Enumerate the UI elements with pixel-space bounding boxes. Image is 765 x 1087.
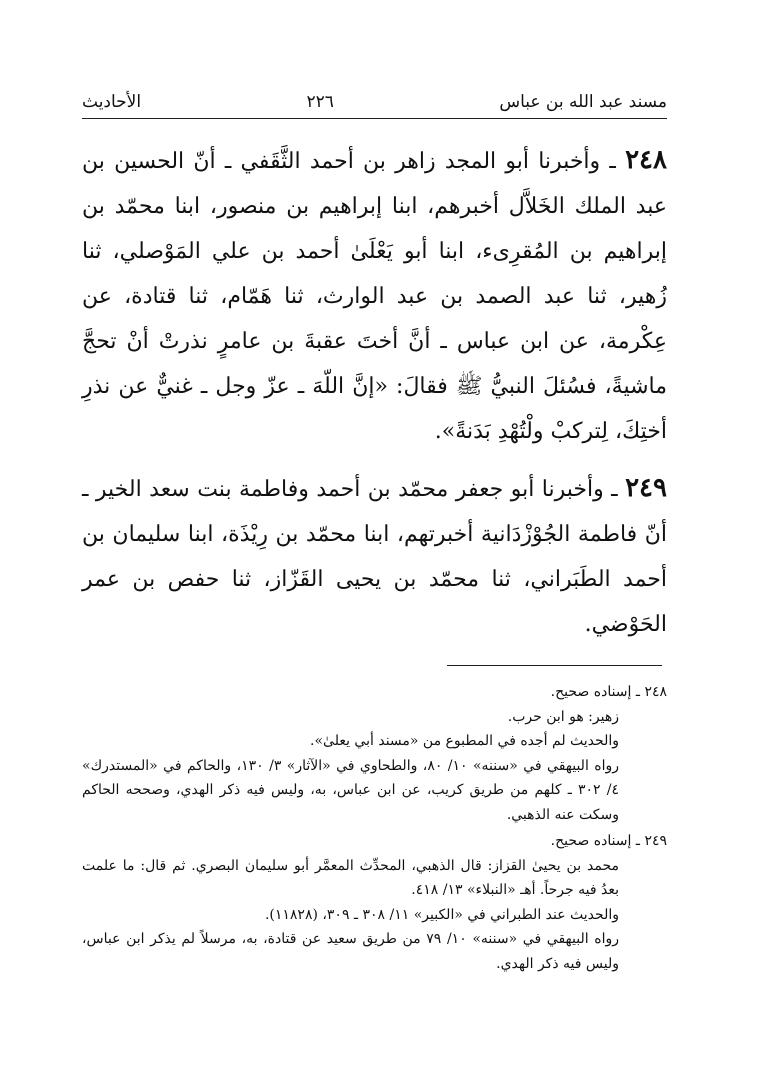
footnote-line: رواه البيهقي في «سننه» ١٠/ ٨٠، والطحاوي في «الآثار» ٣/ ١٣٠، والحاكم في «المستدرك» ٤/ ٣٠٢ ـ كلهم من طريق كريب، عن ابن عباس، به، وليس فيه ذكر الهدي، وصححه الحاكم وسكت عنه الذهبي. (82, 757, 620, 823)
footnote-line: رواه البيهقي في «سننه» ١٠/ ٧٩ من طريق سعيد عن قتادة، به، مرسلاً لم يذكر ابن عباس، وليس فيه ذكر الهدي. (82, 931, 619, 972)
footnote-line: والحديث عند الطبراني في «الكبير» ١١/ ٣٠٨ ـ ٣٠٩، (١١٨٢٨). (264, 906, 619, 923)
header-divider (82, 118, 667, 119)
footnote-divider (447, 665, 662, 666)
footnote-248-head (82, 680, 667, 705)
footnote-line: والحديث لم أجده في المطبوع من «مسند أبي يعلىٰ». (310, 733, 619, 749)
section-title: الأحاديث (82, 92, 142, 112)
hadith-text: ـ وأخبرنا أبو المجد زاهر بن أحمد الثَّقَفي ـ أنّ الحسين بن عبد الملك الخَلاَّل أخبرهم، ابنا إبراهيم بن منصور، ابنا محمّد بن إبراهيم بن المُقرِىء، ابنا أبو يَعْلَىٰ أحمد بن علي المَوْصلي، ثنا زُهير، ثنا عبد الصمد بن عبد الوارث، ثنا هَمّام، ثنا قتادة، عن عِكْرمة، عن ابن عباس ـ أنَّ أختَ عقبةَ بن عامرٍ نذرتْ أنْ تحجَّ ماشيةً، فسُئلَ النبيُّ ﷺ فقالَ: «إنَّ اللّهَ ـ عزّ وجل ـ غنيٌّ عن نذرِ أختِكَ، لِتركبْ ولْتُهْدِ بَدَنةً». (82, 149, 667, 444)
hadith-text: ـ وأخبرنا أبو جعفر محمّد بن أحمد وفاطمة بنت سعد الخير ـ أنّ فاطمة الجُوْزْدَانية أخبرتهم، ابنا محمّد بن رِيْذَة، ابنا سليمان بن أحمد الطَبَراني، ثنا محمّد بن يحيى القَزّاز، ثنا حفص بن عمر الحَوْضي. (82, 477, 667, 637)
footnote-249-body (82, 854, 667, 977)
hadith-number: ٢٤٩ (625, 473, 667, 503)
running-header (82, 86, 667, 112)
footnote-number: ٢٤٨ (644, 684, 667, 700)
footnote-248-body (82, 705, 667, 828)
footnote-number: ٢٤٩ (644, 833, 667, 849)
footnote-line: محمد بن يحيىٰ القزاز: قال الذهبي، المحدِّث المعمَّر أبو سليمان البصري. ثم قال: ما علمت بعدُ فيه جرحاً. أهـ «النبلاء» ١٣/ ٤١٨. (82, 857, 619, 898)
page-number: ٢٢٦ (306, 92, 334, 112)
footnote-line: زهير: هو ابن حرب. (507, 708, 619, 725)
hadith-248 (82, 138, 667, 454)
footnote-249-head (82, 829, 667, 854)
footnotes (82, 680, 667, 976)
hadith-249 (82, 466, 667, 647)
footnote-verdict: ـ إسناده صحيح. (550, 833, 645, 849)
footnote-verdict: ـ إسناده صحيح. (550, 684, 645, 700)
main-text (82, 138, 667, 647)
running-title: مسند عبد الله بن عباس (499, 92, 667, 112)
hadith-number: ٢٤٨ (625, 145, 667, 175)
